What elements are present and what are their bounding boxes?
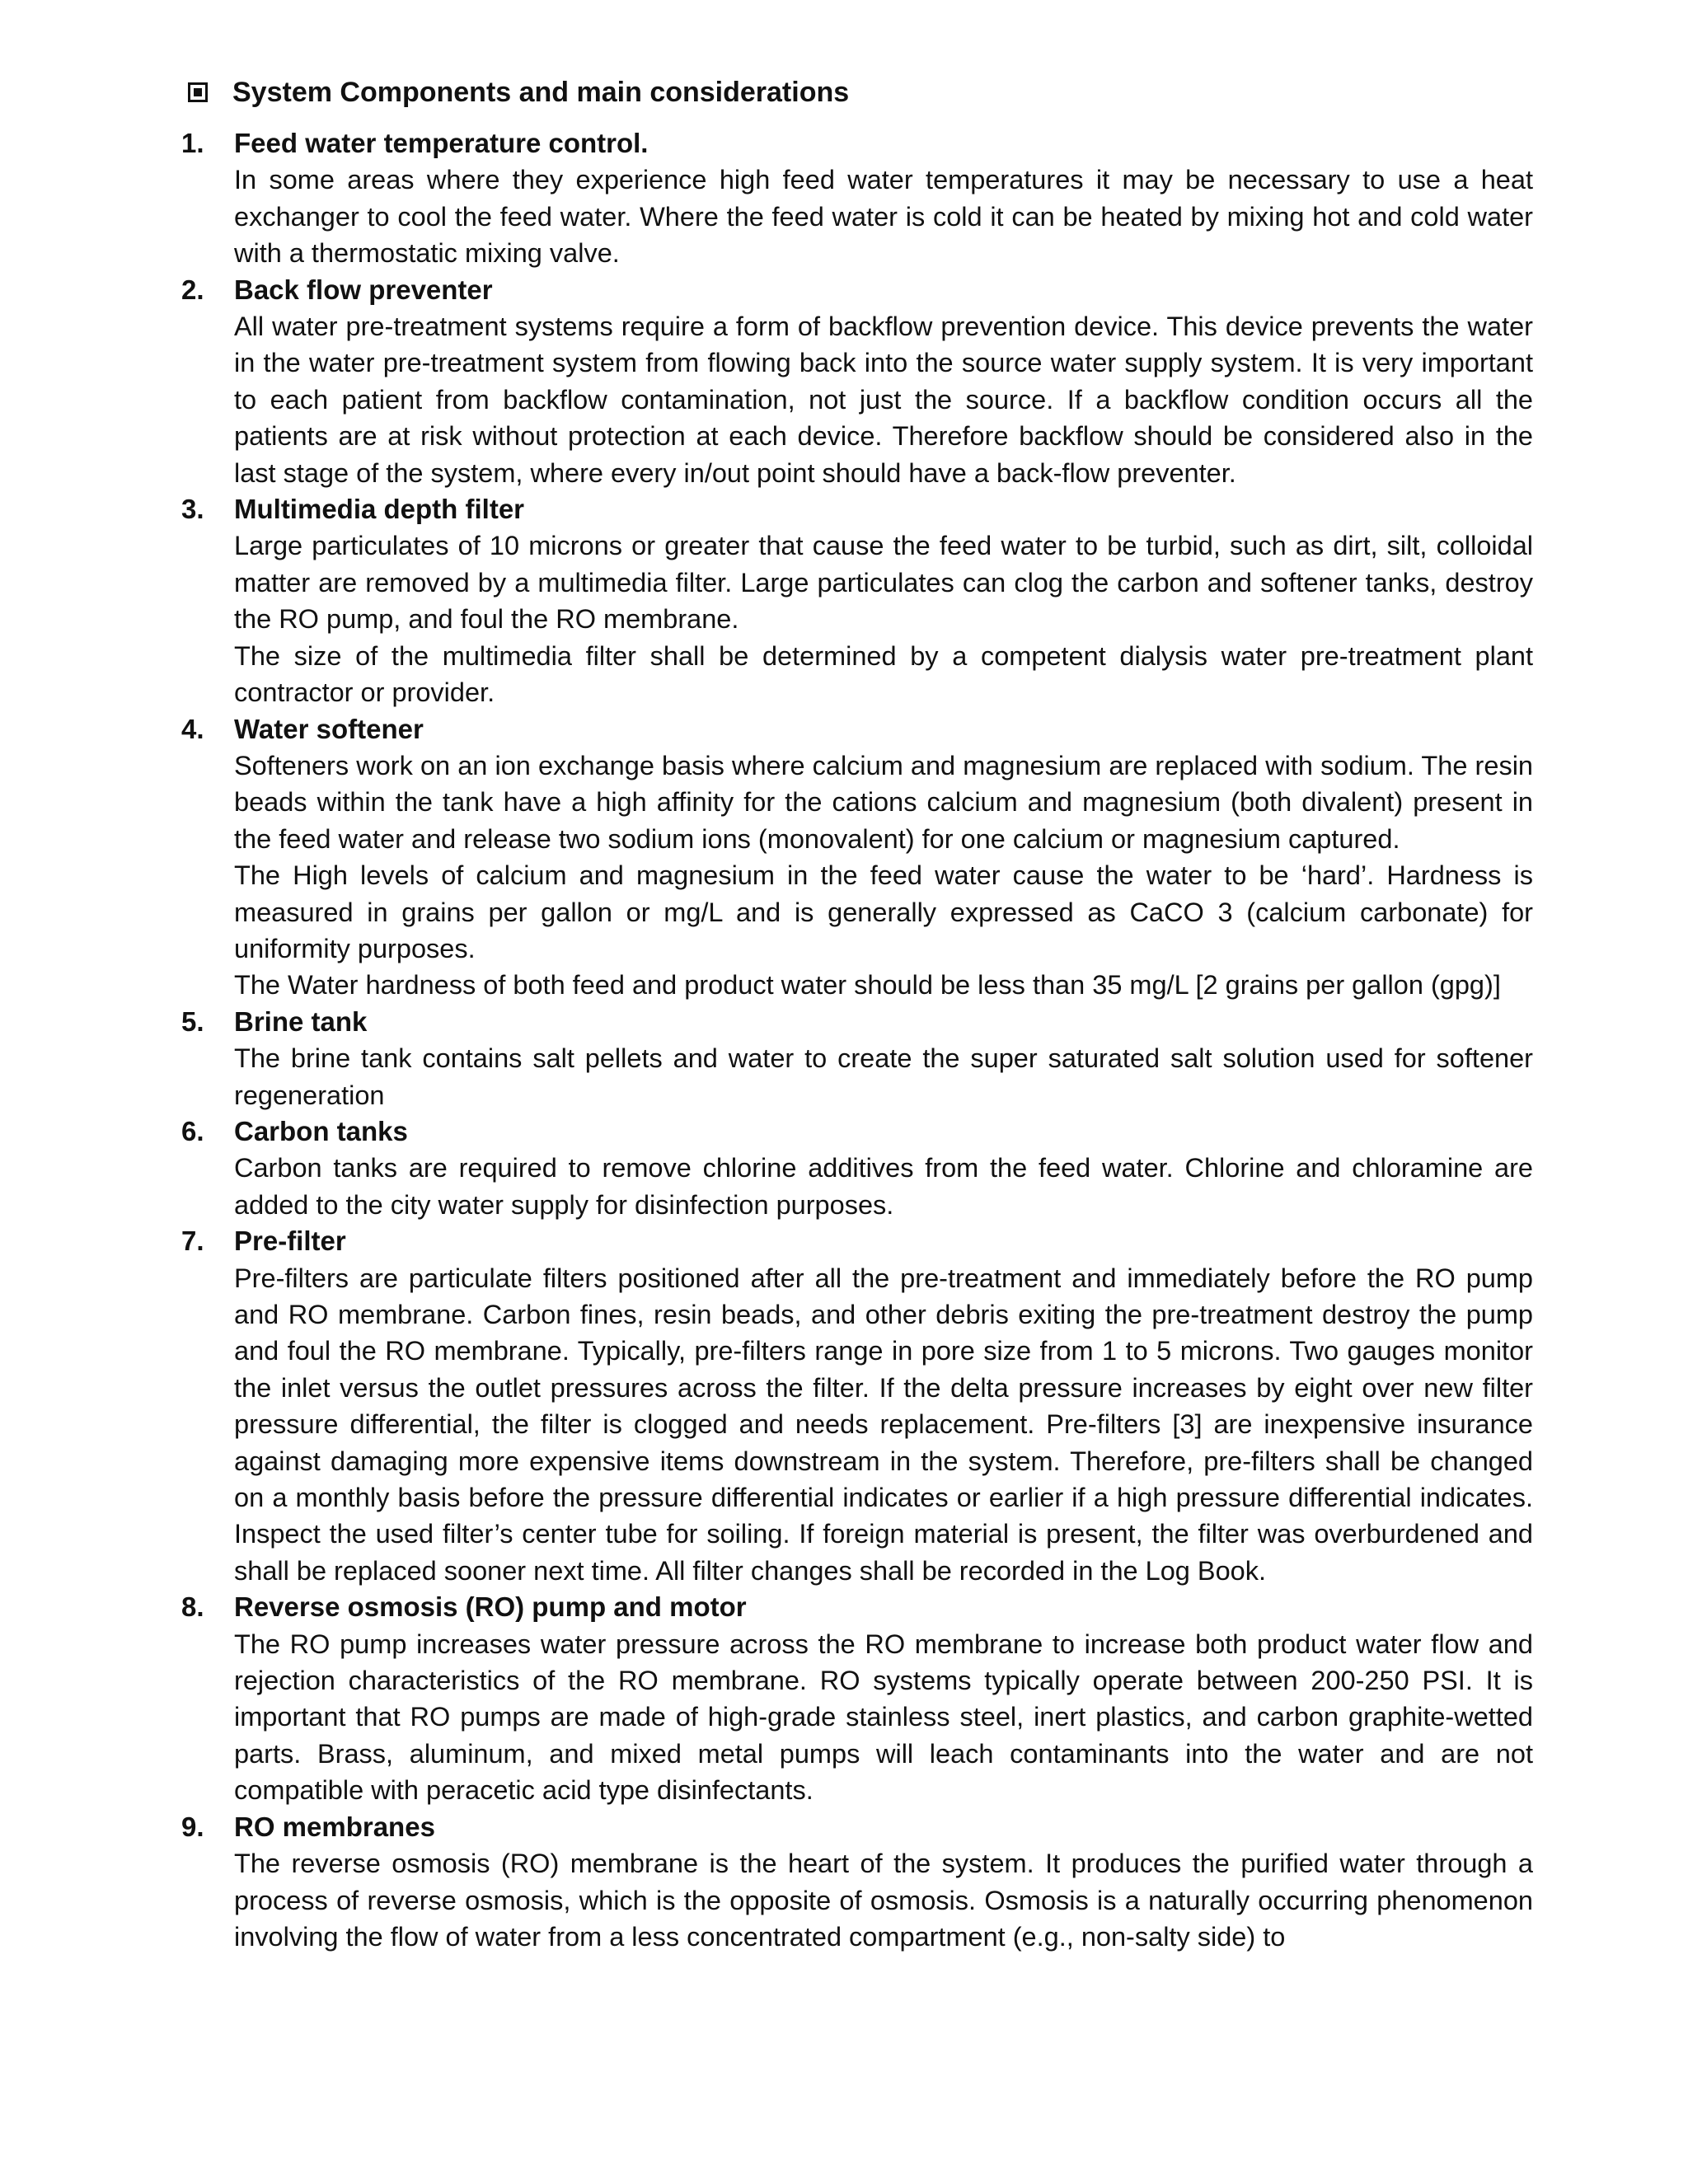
item-number: 3. (181, 494, 204, 525)
item-number: 8. (181, 1591, 204, 1623)
item-paragraph: The RO pump increases water pressure across the RO membrane to increase both product water flow and rejection characteristics of the RO membrane. RO systems typically operate between 200-250 PSI. It is important that RO pumps are made of high-grade stainless steel, inert plastics, and carbon graphite-wetted parts. Brass, aluminum, and mixed metal pumps will leach contaminants into the water and are not compatible with peracetic acid type disinfectants. (234, 1629, 1533, 1806)
item-body (234, 125, 1533, 272)
item-title: Brine tank (234, 1005, 368, 1037)
list-item (181, 491, 1533, 710)
item-body (234, 1004, 1533, 1113)
item-title: Carbon tanks (234, 1115, 408, 1146)
list-item (181, 272, 1533, 491)
item-title: Reverse osmosis (RO) pump and motor (234, 1591, 747, 1623)
item-body (234, 1113, 1533, 1223)
item-body (234, 1589, 1533, 1808)
item-paragraph: The size of the multimedia filter shall be determined by a competent dialysis water pre-treatment plant contractor or provider. (234, 640, 1533, 708)
list-item (181, 1004, 1533, 1113)
checkbox-bullet-icon (188, 82, 208, 102)
item-title: Multimedia depth filter (234, 494, 525, 525)
list-item (181, 125, 1533, 272)
item-paragraph: Carbon tanks are required to remove chlorine additives from the feed water. Chlorine and chloramine are added to the city water supply for disinfection purposes. (234, 1153, 1533, 1220)
item-body (234, 272, 1533, 491)
item-body (234, 711, 1533, 1004)
item-title: Pre-filter (234, 1226, 346, 1257)
item-number: 7. (181, 1226, 204, 1257)
item-number: 9. (181, 1811, 204, 1842)
item-number: 1. (181, 128, 204, 158)
item-title: Feed water temperature control. (234, 128, 649, 158)
section-heading-row (188, 74, 849, 110)
item-paragraph: All water pre-treatment systems require a form of backflow prevention device. This device prevents the water in the water pre-treatment system from flowing back into the source water supply system. It is very important to each patient from backflow contamination, not just the source. If a backflow condition occurs all the patients are at risk without protection at each device. Therefore backflow should be considered also in the last stage of the system, where every in/out point should have a back-flow preventer. (234, 312, 1533, 488)
item-body (234, 1809, 1533, 1956)
item-paragraph: The reverse osmosis (RO) membrane is the heart of the system. It produces the purified water through a process of reverse osmosis, which is the opposite of osmosis. Osmosis is a naturally occurring phenomenon involving the flow of water from a less concentrated compartment (e.g., non-salty side) to (234, 1849, 1533, 1952)
section-heading: System Components and main considerations (232, 77, 850, 108)
item-paragraph: Softeners work on an ion exchange basis where calcium and magnesium are replaced with sodium. The resin beads within the tank have a high affinity for the cations calcium and magnesium (both divalent) present in the feed water and release two sodium ions (monovalent) for one calcium or magnesium captured. (234, 750, 1533, 854)
item-title: Back flow preventer (234, 274, 493, 305)
item-body (234, 1223, 1533, 1589)
item-title: Water softener (234, 713, 424, 744)
item-paragraph: The brine tank contains salt pellets and water to create the super saturated salt solution used for softener regeneration (234, 1043, 1533, 1110)
item-paragraph: The High levels of calcium and magnesium in the feed water cause the water to be ‘hard’. Hardness is measured in grains per gallon or mg/L and is generally expressed as CaCO 3 (calcium carbonate) for uniformity purposes. (234, 860, 1533, 963)
item-number: 4. (181, 713, 204, 744)
list-item (181, 1113, 1533, 1223)
numbered-list (181, 125, 1533, 1955)
item-paragraph: In some areas where they experience high feed water temperatures it may be necessary to use a heat exchanger to cool the feed water. Where the feed water is cold it can be heated by mixing hot and cold water with a thermostatic mixing valve. (234, 165, 1533, 269)
item-number: 6. (181, 1115, 204, 1146)
item-paragraph: Large particulates of 10 microns or greater that cause the feed water to be turbid, such as dirt, silt, colloidal matter are removed by a multimedia filter. Large particulates can clog the carbon and softener tanks, destroy the RO pump, and foul the RO membrane. (234, 531, 1533, 635)
item-paragraph: The Water hardness of both feed and product water should be less than 35 mg/L [2 grains per gallon (gpg)] (234, 970, 1501, 1001)
item-body (234, 491, 1533, 710)
item-number: 2. (181, 274, 204, 305)
item-title: RO membranes (234, 1811, 435, 1842)
list-item (181, 711, 1533, 1004)
list-item (181, 1223, 1533, 1589)
list-item (181, 1809, 1533, 1956)
item-paragraph: Pre-filters are particulate filters positioned after all the pre-treatment and immediately before the RO pump and RO membrane. Carbon fines, resin beads, and other debris exiting the pre-treatment destroy the pump and foul the RO membrane. Typically, pre-filters range in pore size from 1 to 5 microns. Two gauges monitor the inlet versus the outlet pressures across the filter. If the delta pressure increases by eight over new filter pressure differential, the filter is clogged and needs replacement. Pre-filters [3] are inexpensive insurance against damaging more expensive items downstream in the system. Therefore, pre-filters shall be changed on a monthly basis before the pressure differential indicates or earlier if a high pressure differential indicates. Inspect the used filter’s center tube for soiling. If foreign material is present, the filter was overburdened and shall be replaced sooner next time. All filter changes shall be recorded in the Log Book. (234, 1263, 1533, 1586)
list-item (181, 1589, 1533, 1808)
item-number: 5. (181, 1005, 204, 1037)
